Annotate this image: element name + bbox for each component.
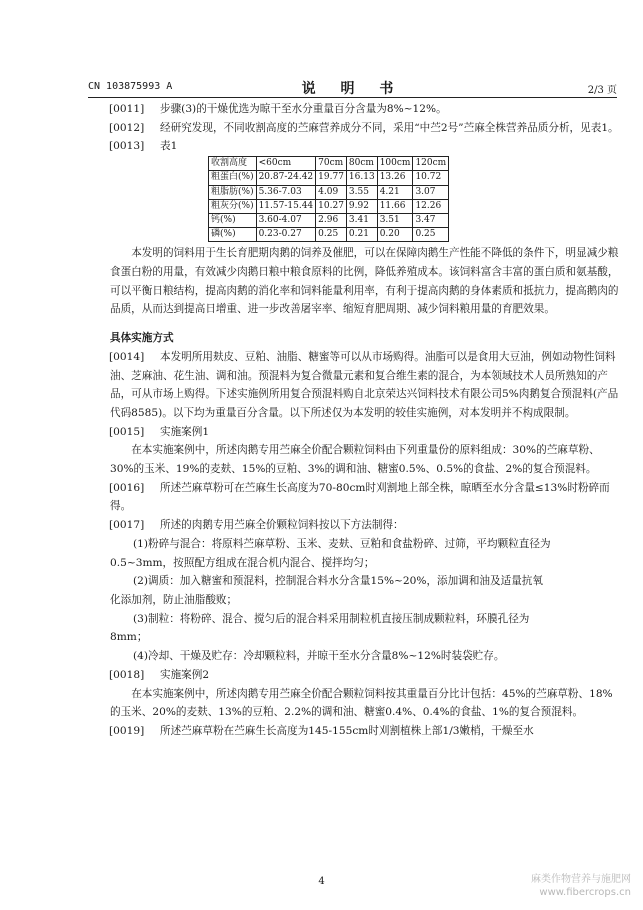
header-rule	[88, 97, 617, 98]
nutrition-table	[208, 156, 449, 242]
table-cell: 16.13	[346, 171, 377, 185]
step-1-line-1: (1)粉碎与混合：将原料苎麻草粉、玉米、麦麸、豆粕和食盐粉碎、过筛，平均颗粒直径为	[133, 537, 551, 550]
paragraph-0018	[110, 666, 623, 685]
table-cell: 3.41	[346, 213, 377, 227]
table-cell: 3.60-4.07	[256, 213, 316, 227]
step-4: (4)冷却、干燥及贮存：冷却颗粒料，并晾干至水分含量8%~12%时装袋贮存。	[133, 650, 505, 663]
step-1-line-2: 0.5~3mm，按照配方组成在混合机内混合、搅拌均匀；	[110, 556, 375, 569]
paragraph-text: 所述苎麻草粉在苎麻生长高度为145-155cm时刈割植株上部1/3嫩梢，干燥至水	[160, 724, 534, 737]
table-cell: 4.21	[377, 185, 413, 199]
table-header-cell: <60cm	[256, 157, 316, 171]
page-number: 4	[318, 876, 325, 887]
table-cell: 0.23-0.27	[256, 228, 316, 242]
table-row	[209, 213, 449, 227]
section-heading: 具体实施方式	[110, 332, 174, 345]
paragraph-text: 步骤(3)的干燥优选为晾干至水分重量百分含量为8%~12%。	[160, 103, 447, 115]
page-indicator: 2/3 页	[587, 85, 617, 96]
example1-paragraph: 在本实施案例中，所述肉鹅专用苎麻全价配合颗粒饲料由下列重量份的原料组成：30%的苎麻草粉、30%的玉米、19%的麦麸、15%的豆粕、3%的调和油、糖蜜0.5%、0.5%的食盐、2%的复合预混料。	[110, 444, 600, 476]
step-3-line-2: 8mm；	[110, 631, 148, 644]
paragraph-0017	[110, 516, 623, 535]
table-cell: 钙(%)	[209, 213, 257, 227]
site-watermark	[531, 873, 631, 899]
table-cell: 粗蛋白(%)	[209, 171, 257, 185]
example-heading: 实施案例2	[160, 668, 210, 681]
table-header-cell: 120cm	[413, 157, 449, 171]
paragraph-0011	[110, 100, 623, 119]
table-header-row	[209, 157, 449, 171]
table-cell: 粗脂肪(%)	[209, 185, 257, 199]
table-cell: 3.51	[377, 213, 413, 227]
paragraph-tag: [0013]	[109, 140, 145, 153]
paragraph-tag: [0011]	[109, 103, 145, 115]
table-cell: 2.96	[316, 213, 347, 227]
paragraph-text: 所述苎麻草粉可在苎麻生长高度为70-80cm时刈割地上部全株，晾晒至水分含量≤13%时粉碎而得。	[110, 481, 610, 513]
summary-paragraph: 本发明的饲料用于生长育肥期肉鹅的饲养及催肥，可以在保障肉鹅生产性能不降低的条件下，明显减少粮食蛋白粉的用量，有效减少肉鹅日粮中粮食原料的比例，降低养殖成本。该饲料富含丰富的蛋白质和氨基酸，可以平衡日粮结构，提高肉鹅的消化率和饲料能量利用率，有利于提高肉鹅的身体素质和抵抗力，提高鹅肉的品质，从而达到提高日增重、进一步改善屠宰率、缩短育肥周期、减少饲料粮用量的育肥效果。	[110, 247, 619, 316]
table-header-cell: 70cm	[316, 157, 347, 171]
paragraph-0013	[110, 137, 623, 156]
page-header	[88, 78, 617, 98]
paragraph-tag: [0012]	[109, 121, 145, 134]
table-cell: 13.26	[377, 171, 413, 185]
watermark-site-name: 麻类作物营养与施肥网	[531, 874, 631, 885]
table-cell: 5.36-7.03	[256, 185, 316, 199]
paragraph-tag: [0015]	[109, 425, 145, 438]
step-2-line-1: (2)调质：加入糖蜜和预混料，控制混合料水分含量15%~20%，添加调和油及适量抗氧	[133, 575, 543, 588]
table-cell: 3.55	[346, 185, 377, 199]
table-row	[209, 228, 449, 242]
step-3-line-1: (3)制粒：将粉碎、混合、搅匀后的混合料采用制粒机直接压制成颗粒料，环膜孔径为	[133, 612, 530, 625]
paragraph-tag: [0019]	[109, 724, 145, 737]
paragraph-text: 本发明所用麸皮、豆粕、油脂、糖蜜等可以从市场购得。油脂可以是食用大豆油，例如动物性饲料油、芝麻油、花生油、调和油。预混料为复合微量元素和复合维生素的混合，为本领域技术人员所熟知的产品，可从市场上购得。下述实施例所用复合预混料购自北京荣达兴饲料技术有限公司5%肉鹅复合预混料(产品代码8585)。以下均为重量百分含量。以下所述仅为本发明的较佳实施例，对本发明并不构成限制。	[110, 350, 619, 419]
table-cell: 20.87-24.42	[256, 171, 316, 185]
paragraph-0015	[110, 423, 623, 442]
paragraph-text: 经研究发现，不同收割高度的苎麻营养成分不同，采用“中苎2号”苎麻全株营养品质分析，见表1。	[160, 121, 619, 134]
table-header-cell: 80cm	[346, 157, 377, 171]
table-cell: 10.27	[316, 199, 347, 213]
table-cell: 4.09	[316, 185, 347, 199]
example2-paragraph: 在本实施案例中，所述肉鹅专用苎麻全价配合颗粒饲料按其重量百分比计包括：45%的苎麻草粉、18%的玉米、20%的麦麸、13%的豆粕、2.2%的调和油、糖蜜0.4%、0.4%的食盐、1%的复合预混料。	[110, 687, 613, 719]
paragraph-0014	[110, 348, 623, 423]
paragraph-tag: [0018]	[109, 668, 145, 681]
patent-number: CN 103875993 A	[88, 81, 173, 92]
document-body	[110, 100, 623, 741]
table-cell: 12.26	[413, 199, 449, 213]
paragraph-0019	[110, 722, 623, 741]
paragraph-tag: [0014]	[109, 350, 145, 363]
document-title: 说 明 书	[301, 81, 404, 97]
paragraph-tag: [0016]	[109, 481, 145, 494]
table-cell: 0.20	[377, 228, 413, 242]
table-row	[209, 171, 449, 185]
table-cell: 3.47	[413, 213, 449, 227]
watermark-url: www.fibercrops.cn	[539, 887, 631, 898]
paragraph-tag: [0017]	[109, 519, 145, 532]
step-2-line-2: 化添加剂，防止油脂酸败；	[110, 593, 238, 606]
table-header-cell: 收割高度	[209, 157, 257, 171]
table-cell: 19.77	[316, 171, 347, 185]
table-cell: 0.21	[346, 228, 377, 242]
paragraph-0016	[110, 479, 623, 516]
table-cell: 0.25	[316, 228, 347, 242]
paragraph-text: 所述的肉鹅专用苎麻全价颗粒饲料按以下方法制得：	[160, 519, 404, 532]
table-cell: 10.72	[413, 171, 449, 185]
table-header-cell: 100cm	[377, 157, 413, 171]
table-caption: 表1	[160, 140, 178, 153]
table-cell: 0.25	[413, 228, 449, 242]
table-cell: 11.57-15.44	[256, 199, 316, 213]
table-cell: 3.07	[413, 185, 449, 199]
table-cell: 9.92	[346, 199, 377, 213]
table-cell: 11.66	[377, 199, 413, 213]
table-cell: 磷(%)	[209, 228, 257, 242]
table-row	[209, 199, 449, 213]
example-heading: 实施案例1	[160, 425, 210, 438]
table-row	[209, 185, 449, 199]
paragraph-0012	[110, 119, 623, 138]
table-cell: 粗灰分(%)	[209, 199, 257, 213]
